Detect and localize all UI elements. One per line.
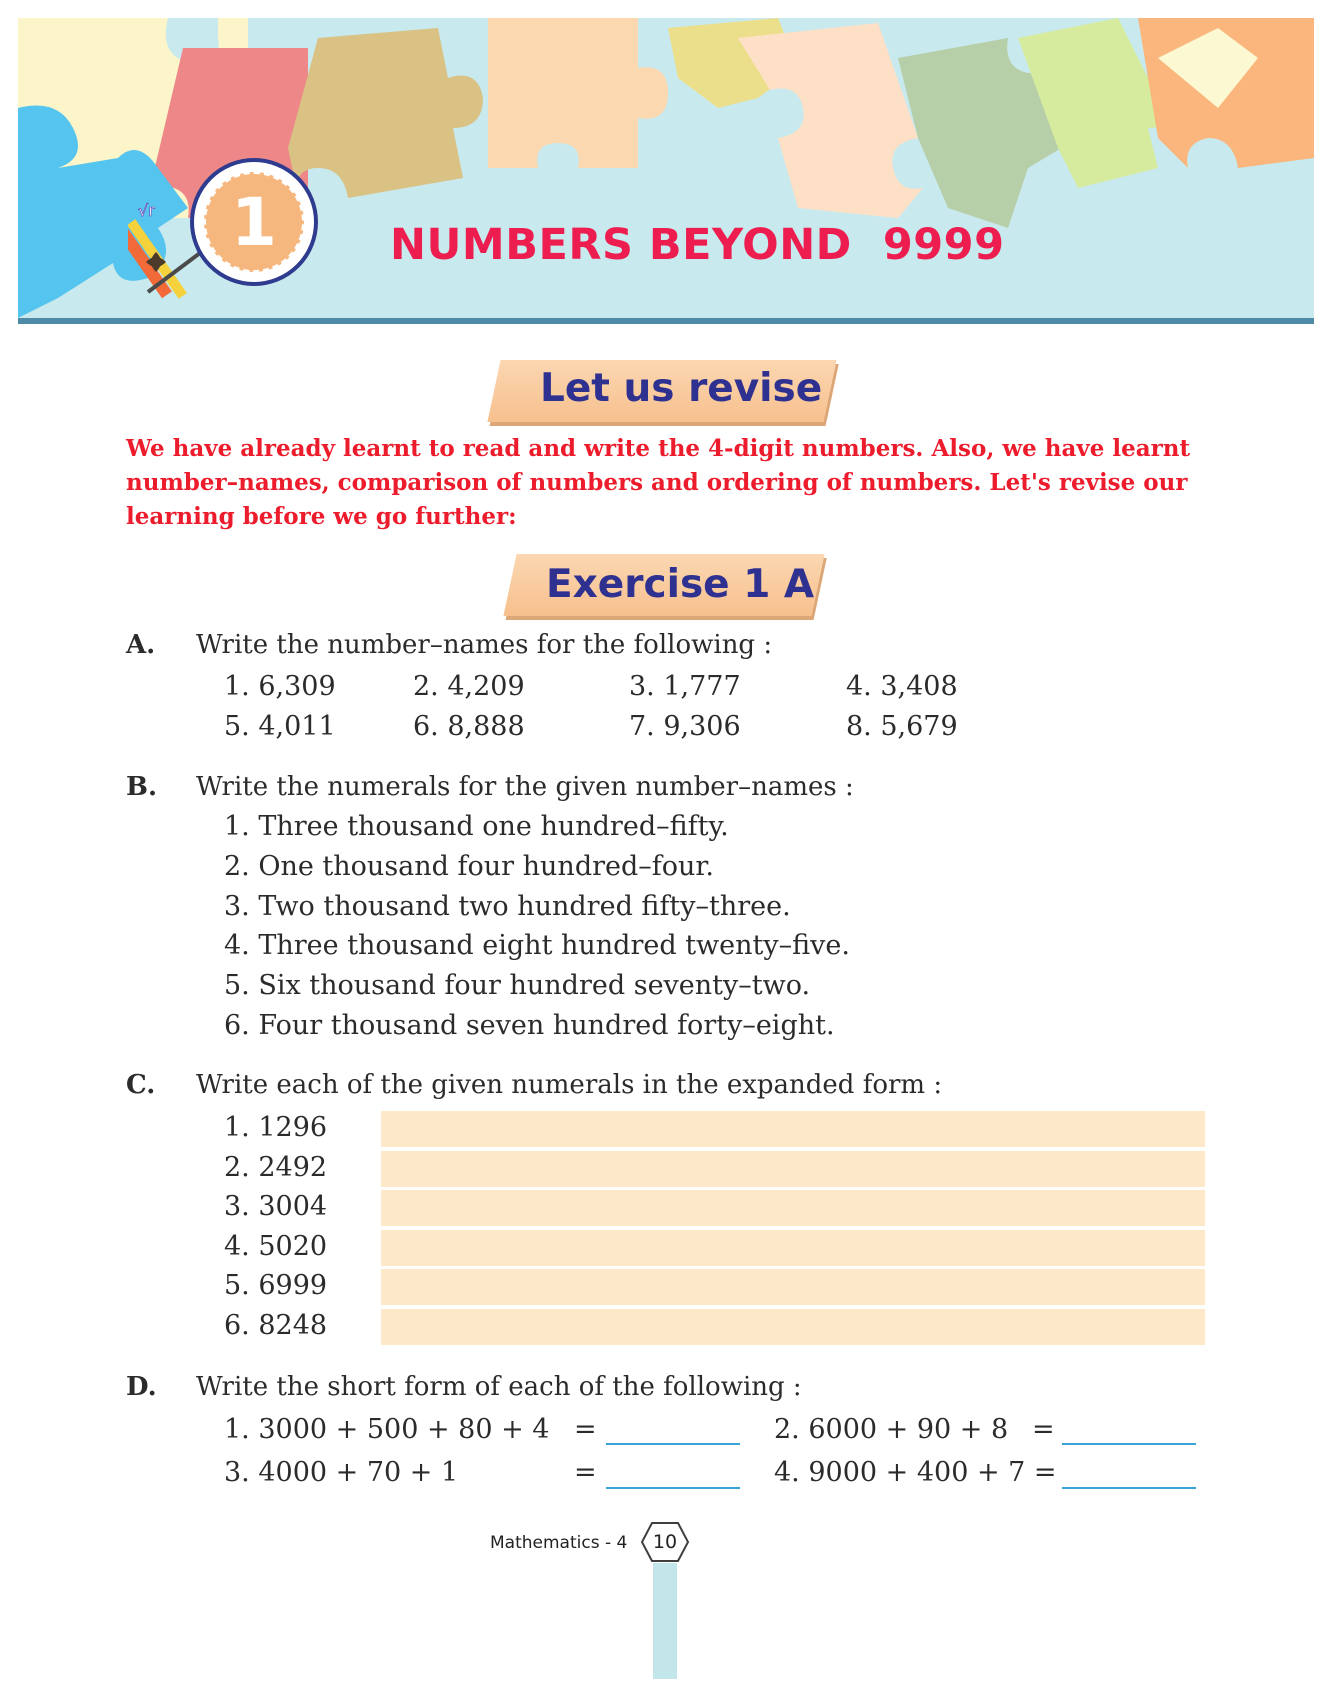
question-d-equals: = (574, 1457, 597, 1488)
question-b-item: 6. Four thousand seven hundred forty–eight. (224, 1010, 835, 1041)
question-c-item: 4. 5020 (224, 1231, 328, 1262)
answer-box[interactable] (381, 1190, 1205, 1226)
chapter-number: 1 (204, 172, 304, 272)
book-title: Mathematics - 4 (490, 1533, 628, 1553)
question-b-item: 4. Three thousand eight hundred twenty–five. (224, 930, 850, 961)
answer-blank[interactable] (606, 1487, 740, 1489)
question-d-text: Write the short form of each of the following : (196, 1372, 802, 1402)
answer-box[interactable] (381, 1151, 1205, 1187)
answer-box[interactable] (381, 1309, 1205, 1345)
answer-blank[interactable] (606, 1443, 740, 1445)
question-a-item: 4. 3,408 (846, 671, 958, 702)
question-a-item: 7. 9,306 (629, 711, 741, 742)
question-d-expression: 3. 4000 + 70 + 1 (224, 1457, 459, 1488)
question-a-item: 3. 1,777 (629, 671, 741, 702)
chapter-title: NUMBERS BEYOND 9999 (390, 220, 1005, 270)
answer-blank[interactable] (1062, 1443, 1196, 1445)
chapter-banner (18, 18, 1314, 318)
question-d-equals: = (1032, 1414, 1055, 1445)
question-d-expression: 2. 6000 + 90 + 8 (774, 1414, 1009, 1445)
question-c-item: 2. 2492 (224, 1152, 328, 1183)
question-a-item: 6. 8,888 (413, 711, 525, 742)
question-d-letter: D. (126, 1372, 157, 1402)
question-c-item: 6. 8248 (224, 1310, 328, 1341)
question-c-text: Write each of the given numerals in the expanded form : (196, 1070, 943, 1100)
question-c-item: 1. 1296 (224, 1112, 328, 1143)
banner-divider (18, 318, 1314, 324)
page-number: 10 (652, 1531, 678, 1553)
question-b-letter: B. (126, 772, 158, 802)
intro-paragraph: We have already learnt to read and write the 4-digit numbers. Also, we have learnt number–names, comparison of numbers and ordering of numbers. Let's revise our learning before we go further: (126, 435, 1191, 530)
revise-heading: Let us revise (540, 366, 823, 411)
svg-text:√r: √r (138, 201, 155, 220)
question-a-letter: A. (126, 630, 156, 660)
question-c-letter: C. (126, 1070, 156, 1100)
question-c-item: 5. 6999 (224, 1270, 328, 1301)
question-d-equals: = (574, 1414, 597, 1445)
question-b-item: 5. Six thousand four hundred seventy–two. (224, 970, 811, 1001)
question-b-item: 3. Two thousand two hundred fifty–three. (224, 891, 791, 922)
answer-box[interactable] (381, 1111, 1205, 1147)
exercise-heading: Exercise 1 A (546, 562, 815, 607)
answer-box[interactable] (381, 1269, 1205, 1305)
answer-blank[interactable] (1062, 1487, 1196, 1489)
question-a-text: Write the number–names for the following : (196, 630, 773, 660)
question-b-text: Write the numerals for the given number–names : (196, 772, 854, 802)
answer-box[interactable] (381, 1230, 1205, 1266)
question-b-item: 2. One thousand four hundred–four. (224, 851, 714, 882)
question-a-item: 8. 5,679 (846, 711, 958, 742)
question-c-item: 3. 3004 (224, 1191, 328, 1222)
question-a-item: 2. 4,209 (413, 671, 525, 702)
chapter-number-badge (190, 158, 318, 286)
question-d-expression: 4. 9000 + 400 + 7 = (774, 1457, 1057, 1488)
question-d-expression: 1. 3000 + 500 + 80 + 4 (224, 1414, 550, 1445)
question-a-item: 1. 6,309 (224, 671, 336, 702)
footer-strip (653, 1563, 677, 1679)
question-b-item: 1. Three thousand one hundred–fifty. (224, 811, 729, 842)
question-a-item: 5. 4,011 (224, 711, 336, 742)
